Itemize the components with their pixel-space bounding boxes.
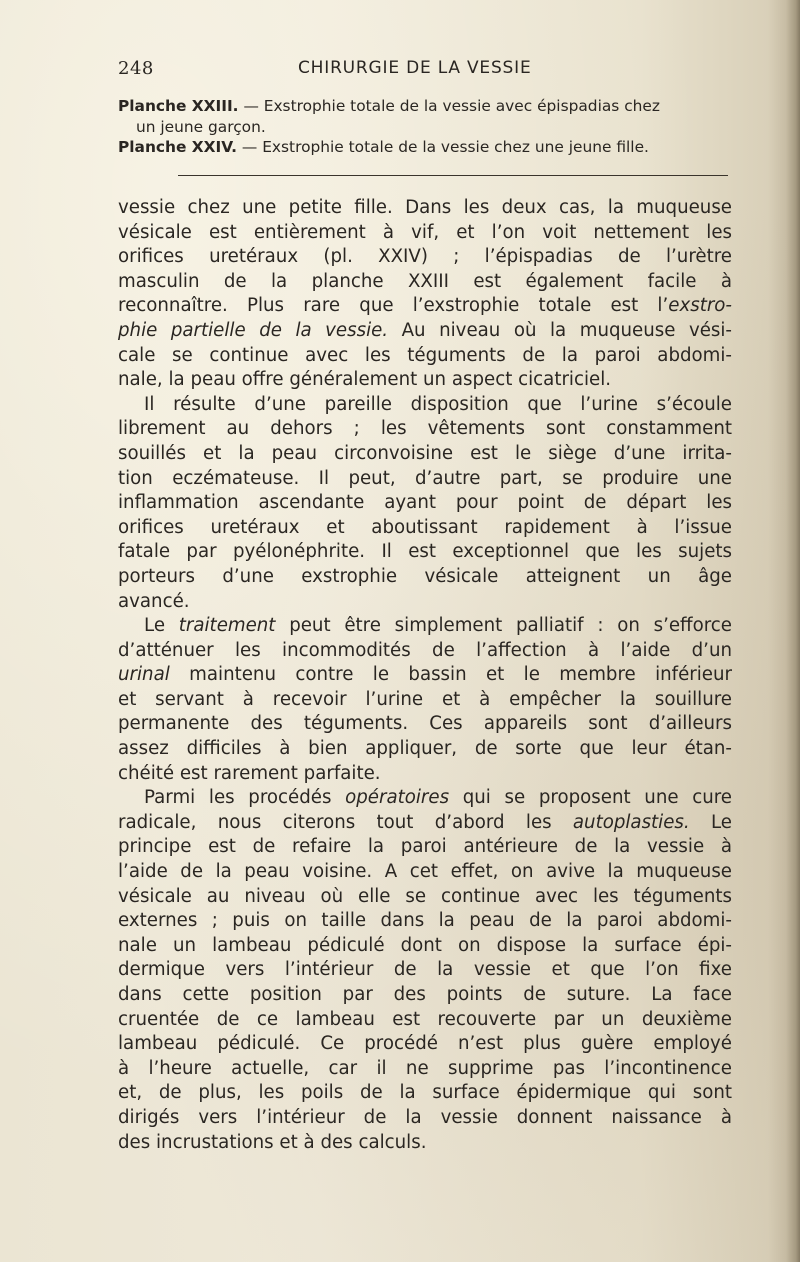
text-line: Il résulte d’une pareille disposition que l’urine s’écoule (144, 393, 732, 415)
italic-term: urinal (118, 664, 170, 686)
text-line: masculin de la planche XXIII est également facile à (118, 270, 732, 292)
text-line: permanente des téguments. Ces appareils sont d’ailleurs (118, 713, 732, 735)
caption-plate-xxiv (118, 137, 733, 158)
italic-term: autoplasties. (572, 811, 690, 833)
text-line: principe est de refaire la paroi antérieure de la vessie à (118, 836, 732, 858)
italic-term: traitement (178, 615, 276, 637)
text-line: vésicale est entièrement à vif, et l’on voit nettement les (118, 221, 732, 243)
text-line: nale, la peau offre généralement un aspect cicatriciel. (118, 369, 612, 391)
text-segment: reconnaître. Plus rare que l’exstrophie totale est l’ (118, 295, 669, 317)
text-line: vessie chez une petite fille. Dans les deux cas, la muqueuse (118, 197, 732, 218)
text-segment: peut être simplement palliatif : on s’efforce (275, 615, 732, 637)
text-segment: Le (144, 615, 179, 637)
text-line: d’atténuer les incommodités de l’affection à l’aide d’un (118, 639, 732, 661)
caption-label: Planche XXIII. (118, 97, 239, 115)
text-segment: Parmi les procédés (144, 787, 346, 809)
text-segment: maintenu contre le bassin et le membre inférieur (169, 664, 732, 686)
text-line: à l’heure actuelle, car il ne supprime pas l’incontinence (118, 1057, 732, 1079)
page-number: 248 (118, 58, 154, 79)
italic-term: exstro- (668, 295, 732, 317)
text-line: dirigés vers l’intérieur de la vessie donnent naissance à (118, 1106, 732, 1128)
caption-label: Planche XXIV. (118, 138, 238, 156)
text-line: souillés et la peau circonvoisine est le siège d’une irrita- (118, 442, 732, 464)
text-segment: Le (689, 811, 732, 833)
text-line: orifices uretéraux (pl. XXIV) ; l’épispadias de l’urètre (118, 246, 732, 268)
text-line: fatale par pyélonéphrite. Il est exceptionnel que les sujets (118, 541, 732, 563)
text-line: cruentée de ce lambeau est recouverte par un deuxième (118, 1008, 732, 1030)
text-line (118, 294, 732, 319)
caption-continuation: un jeune garçon. (136, 117, 266, 136)
text-line: et, de plus, les poils de la surface épidermique qui sont (118, 1082, 732, 1104)
text-line (118, 614, 732, 639)
text-line: dans cette position par des points de suture. La face (118, 984, 732, 1005)
text-line: nale un lambeau pédiculé dont on dispose la surface épi- (118, 934, 732, 956)
page-header (118, 58, 730, 82)
text-segment: radicale, nous citerons tout d’abord les (118, 811, 573, 833)
italic-term: opératoires (345, 787, 450, 809)
text-line: vésicale au niveau où elle se continue avec les téguments (118, 885, 732, 907)
text-line: assez difficiles à bien appliquer, de sorte que leur étan- (118, 738, 732, 760)
page-edge-shadow (786, 0, 800, 1262)
text-line: et servant à recevoir l’urine et à empêcher la souillure (118, 688, 732, 710)
text-line (118, 786, 732, 811)
text-line: avancé. (118, 590, 190, 612)
text-line: lambeau pédiculé. Ce procédé n’est plus guère employé (118, 1033, 732, 1055)
caption-plate-xxiii (118, 96, 733, 137)
body-text (118, 196, 732, 1155)
text-line (118, 811, 732, 836)
text-line: des incrustations et à des calculs. (118, 1131, 427, 1153)
plate-captions (118, 96, 733, 158)
text-line: dermique vers l’intérieur de la vessie et que l’on fixe (118, 959, 732, 981)
text-line (118, 319, 732, 344)
caption-text: — Exstrophie totale de la vessie avec épispadias chez (238, 97, 660, 115)
text-line: porteurs d’une exstrophie vésicale atteignent un âge (118, 565, 732, 587)
italic-term: phie partielle de la vessie. (118, 319, 389, 341)
text-line: tion eczémateuse. Il peut, d’autre part, se produire une (118, 467, 732, 489)
text-segment: Au niveau où la muqueuse vési- (388, 319, 732, 341)
text-line: externes ; puis on taille dans la peau de la paroi abdomi- (118, 910, 732, 932)
text-line: cale se continue avec les téguments de la paroi abdomi- (118, 344, 732, 366)
text-line: librement au dehors ; les vêtements sont constamment (118, 418, 732, 440)
caption-divider (178, 175, 728, 176)
text-line: orifices uretéraux et aboutissant rapidement à l’issue (118, 516, 732, 538)
text-line: chéité est rarement parfaite. (118, 762, 381, 784)
text-line: l’aide de la peau voisine. A cet effet, on avive la muqueuse (118, 861, 732, 883)
text-line: inflammation ascendante ayant pour point de départ les (118, 492, 732, 514)
caption-text: — Exstrophie totale de la vessie chez une jeune fille. (237, 138, 649, 156)
text-line (118, 663, 732, 688)
text-segment: qui se proposent une cure (449, 787, 732, 809)
running-title: CHIRURGIE DE LA VESSIE (298, 58, 532, 78)
